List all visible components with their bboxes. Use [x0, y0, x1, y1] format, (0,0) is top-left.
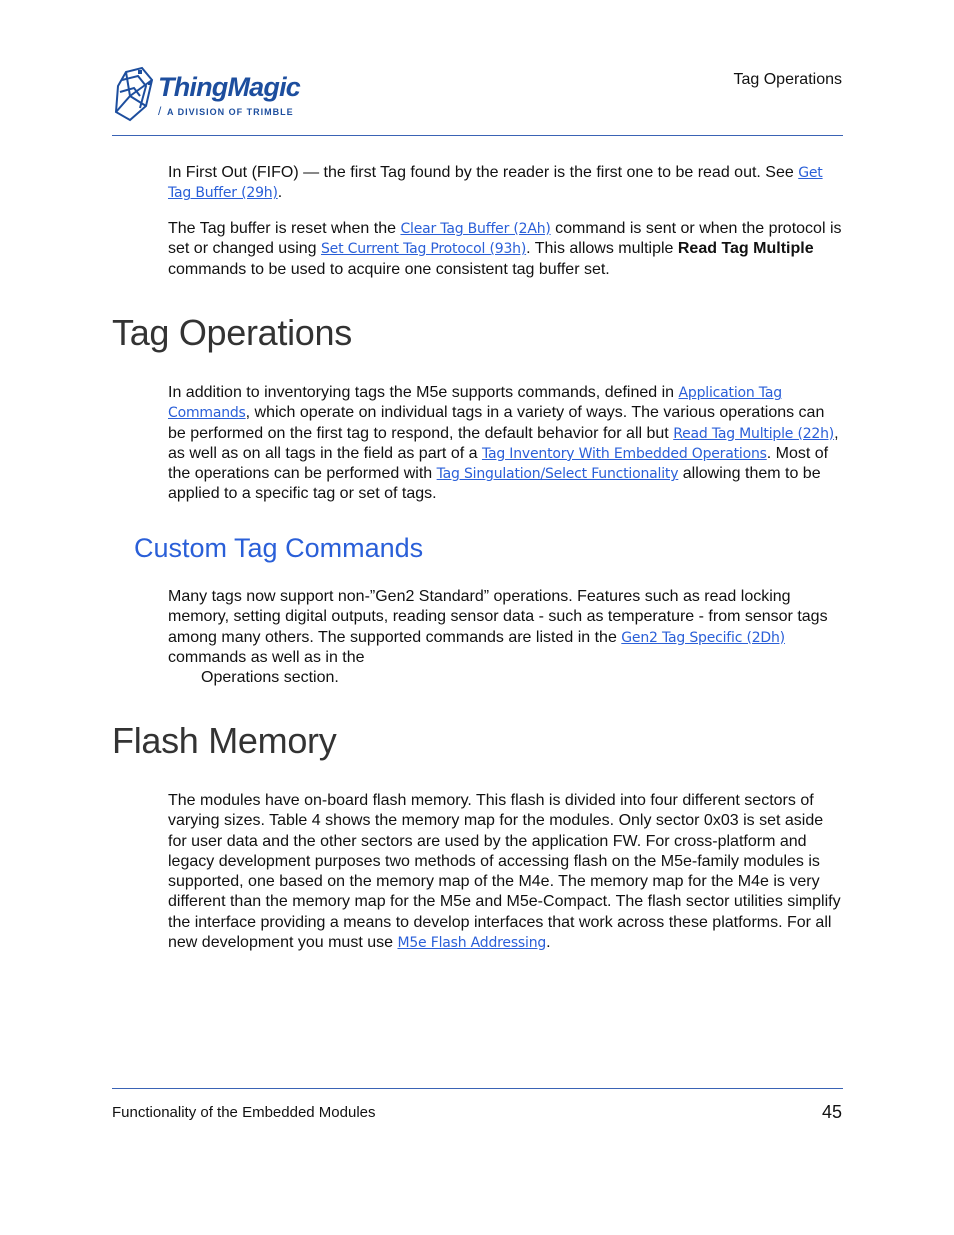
link-m5e-flash-addressing[interactable]: M5e Flash Addressing: [397, 935, 547, 952]
running-head: Tag Operations: [733, 71, 842, 88]
link-set-current-tag-protocol[interactable]: Set Current Tag Protocol (93h): [321, 241, 527, 258]
logo-tagline: A DIVISION OF TRIMBLE: [167, 107, 294, 117]
text: commands as well as in the: [168, 648, 365, 666]
text: . This allows multiple: [526, 240, 678, 258]
text: command is sent or when the protocol is set or changed using: [168, 220, 842, 258]
text: In addition to inventorying tags the M5e supports commands, defined in: [168, 384, 679, 401]
text: , as well as on all tags in the field as part of a: [168, 424, 839, 462]
header-rule: [112, 135, 843, 136]
footer-chapter-title: Functionality of the Embedded Modules: [112, 1104, 376, 1121]
text: The modules have on-board flash memory. This flash is divided into four different sectors of varying sizes. Table 4 shows the memory map for the modules. Only sector 0x03 is set aside for user data and the other sectors are used by the application FW. For cross-platform and legacy development purposes two methods of accessing flash on the M5e-family modules is supported, one based on the memory map of the M4e. The memory map for the M4e is very different than the memory map for the M5e and M5e-Compact. The flash sector utilities simplify the interface providing a means to develop interfaces that work across these platforms. For all new development you must use: [168, 792, 841, 952]
paragraph-tag-operations: [168, 383, 844, 505]
link-clear-tag-buffer[interactable]: Clear Tag Buffer (2Ah): [400, 221, 551, 237]
text: .: [277, 184, 283, 202]
paragraph-tag-buffer-reset: [168, 219, 844, 280]
text-indented: Operations section.: [201, 669, 339, 687]
paragraph-flash-memory: [168, 791, 844, 953]
text: The Tag buffer is reset when the: [168, 220, 401, 237]
text: Many tags now support non-”Gen2 Standard” operations. Features such as read locking memory, setting digital outputs, reading sensor data - such as temperature - from sensor tags among many others. The supported commands are listed in the: [168, 588, 828, 646]
heading-flash-memory: Flash Memory: [112, 720, 337, 761]
link-application-tag-commands[interactable]: Application Tag Commands: [168, 385, 782, 422]
link-tag-singulation-select[interactable]: Tag Singulation/Select Functionality: [436, 466, 679, 483]
text: .: [546, 934, 551, 952]
company-logo: [112, 66, 312, 126]
text: allowing them to be applied to a specific tag or set of tags.: [168, 465, 821, 503]
text: . Most of the operations can be performed with: [168, 444, 829, 483]
paragraph-fifo: [168, 163, 844, 204]
link-read-tag-multiple[interactable]: Read Tag Multiple (22h): [673, 425, 835, 442]
footer-rule: [112, 1088, 843, 1089]
text: , which operate on individual tags in a variety of ways. The various operations can be performed on the first tag to respond, the default behavior for all but: [168, 404, 825, 442]
text: commands to be used to acquire one consistent tag buffer set.: [168, 260, 610, 278]
logo-wordmark: ThingMagic: [158, 72, 300, 102]
heading-custom-tag-commands: Custom Tag Commands: [134, 533, 424, 563]
bold-read-tag-multiple: Read Tag Multiple: [677, 240, 814, 258]
link-gen2-tag-specific[interactable]: Gen2 Tag Specific (2Dh): [621, 629, 785, 646]
link-get-tag-buffer[interactable]: Get Tag Buffer (29h): [168, 165, 823, 202]
text: In First Out (FIFO) — the first Tag found by the reader is the first one to be read out. See: [168, 164, 799, 181]
logo-mark-icon: [112, 66, 158, 124]
heading-tag-operations: Tag Operations: [112, 312, 352, 353]
paragraph-custom-tag-commands: [168, 587, 844, 688]
logo-slash: /: [158, 104, 162, 118]
link-tag-inventory-embedded-operations[interactable]: Tag Inventory With Embedded Operations: [481, 445, 767, 462]
page-number: 45: [821, 1102, 842, 1122]
